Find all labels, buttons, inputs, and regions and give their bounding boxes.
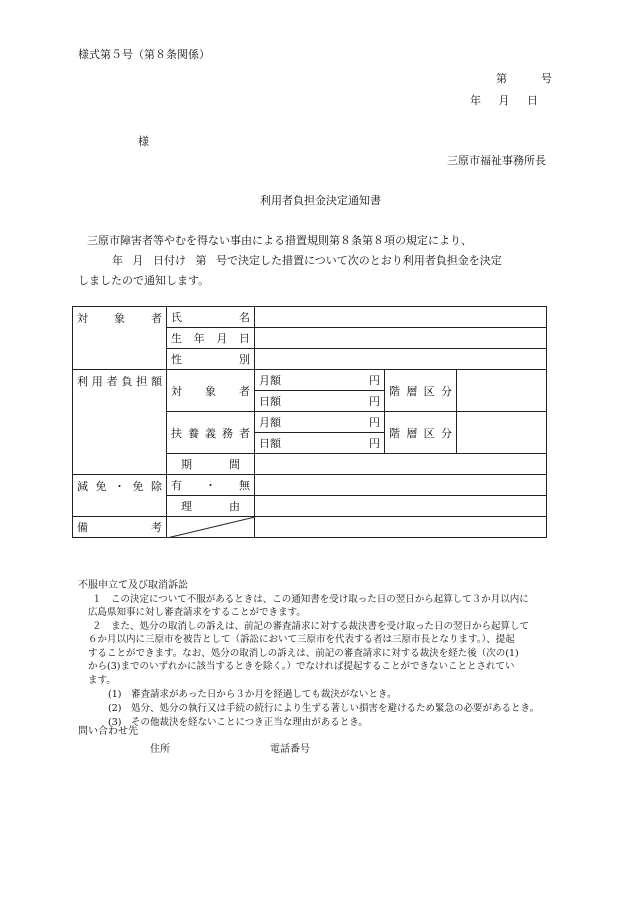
- birth-label: 生年月日: [171, 332, 250, 345]
- yen-unit: 円: [369, 416, 380, 429]
- form-number-label: 様式第５号（第８条関係）: [78, 48, 210, 61]
- note-2-line-3: することができます。なお、処分の取消しの訴えは、前記の審査請求に対する裁決を経た後（次の(1): [88, 648, 519, 659]
- reduction-header: [73, 475, 167, 517]
- name-value-cell: [255, 307, 547, 328]
- document-number-prefix: 第: [496, 72, 507, 85]
- supporter-label: 扶養義務者: [171, 426, 250, 440]
- birth-value-cell: [255, 328, 547, 349]
- daily-label: 日額: [259, 437, 281, 450]
- birth-label-cell: [167, 328, 255, 349]
- yen-unit: 円: [369, 395, 380, 408]
- issue-date-line: 年 月 日: [470, 94, 538, 107]
- target-person-cell: [167, 370, 255, 412]
- burden-header: [73, 370, 167, 475]
- body-text-line-2: 年 月 日付け 第 号で決定した措置について次のとおり利用者負担金を決定: [112, 254, 502, 267]
- sex-label-cell: [167, 349, 255, 370]
- bracket-label: 階層区分: [389, 426, 452, 440]
- sub-note-1: (1) 審査請求があった日から３か月を経過しても裁決がないとき。: [108, 689, 397, 700]
- inquiry-address-label: 住所: [150, 744, 170, 755]
- sex-label: 性別: [171, 353, 250, 366]
- supporter-monthly-cell: [255, 412, 385, 433]
- name-label: 氏名: [171, 311, 250, 324]
- yes-no-value-cell: [255, 475, 547, 496]
- reduction-header-text: 減免・免除: [77, 480, 162, 493]
- supporter-bracket-value: [457, 412, 547, 454]
- target-bracket-value: [457, 370, 547, 412]
- note-2-line-5: ます。: [88, 675, 116, 686]
- inquiry-phone-label: 電話番号: [270, 744, 310, 755]
- sex-value-cell: [255, 349, 547, 370]
- sub-note-2: (2) 処分、処分の執行又は手続の続行により生ずる著しい損害を避けるため緊急の必要があるとき。: [108, 703, 540, 714]
- burden-header-text: 利用者負担額: [77, 375, 162, 388]
- monthly-label: 月額: [259, 416, 281, 429]
- reason-label: 理由: [181, 500, 240, 513]
- note-1-line-2: 広島県知事に対し審査請求をすることができます。: [88, 607, 306, 618]
- yes-no-label: 有 ・ 無: [171, 479, 250, 492]
- target-bracket-cell: [385, 370, 457, 412]
- monthly-label: 月額: [259, 374, 281, 387]
- inquiry-title: 問い合わせ先: [78, 726, 138, 737]
- yen-unit: 円: [369, 437, 380, 450]
- body-text-line-3: しましたので通知します。: [78, 274, 210, 287]
- target-person-label: 対象者: [171, 384, 250, 398]
- supporter-daily-cell: [255, 433, 385, 454]
- note-2-line-2: ６か月以内に三原市を被告として（訴訟において三原市を代表する者は三原市長となります。）、提起: [88, 634, 515, 645]
- reason-value-cell: [255, 496, 547, 517]
- recipient-honorific: 様: [138, 135, 149, 148]
- diagonal-line: [167, 517, 255, 538]
- bracket-label: 階層区分: [389, 384, 452, 398]
- body-text-line-1: 三原市障害者等やむを得ない事由による措置規則第８条第８項の規定により、: [87, 234, 472, 247]
- burden-info-table: [72, 306, 547, 538]
- remarks-header-text: 備考: [77, 521, 162, 534]
- document-title: 利用者負担金決定通知書: [260, 194, 381, 207]
- subject-header: [73, 307, 167, 370]
- reason-label-cell: [167, 496, 255, 517]
- remarks-value-cell: [255, 517, 547, 538]
- daily-label: 日額: [259, 395, 281, 408]
- note-2-line-4: から(3)までのいずれかに該当するときを除く。）でなければ提起することができないこととされてい: [88, 661, 515, 672]
- period-value-cell: [255, 454, 547, 475]
- sub-note-3: (3) その他裁決を経ないことにつき正当な理由があるとき。: [108, 717, 368, 728]
- name-label-cell: [167, 307, 255, 328]
- target-monthly-cell: [255, 370, 385, 391]
- objection-section-title: 不服申立て及び取消訴訟: [78, 580, 188, 591]
- note-1-line-1: １ この決定について不服があるときは、この通知書を受け取った日の翌日から起算して３か月以内に: [92, 594, 529, 605]
- period-label-cell: [167, 454, 255, 475]
- remarks-header: [73, 517, 167, 538]
- target-daily-cell: [255, 391, 385, 412]
- period-label: 期間: [181, 458, 240, 471]
- yen-unit: 円: [369, 374, 380, 387]
- note-2-line-1: ２ また、処分の取消しの訴えは、前記の審査請求に対する裁決書を受け取った日の翌日から起算して: [92, 621, 530, 632]
- yes-no-cell: [167, 475, 255, 496]
- remarks-slash-cell: [167, 517, 255, 538]
- subject-header-text: 対象者: [77, 312, 162, 325]
- document-number-suffix: 号: [541, 72, 552, 85]
- supporter-cell: [167, 412, 255, 454]
- supporter-bracket-cell: [385, 412, 457, 454]
- issuer-name: 三原市福祉事務所長: [447, 154, 546, 167]
